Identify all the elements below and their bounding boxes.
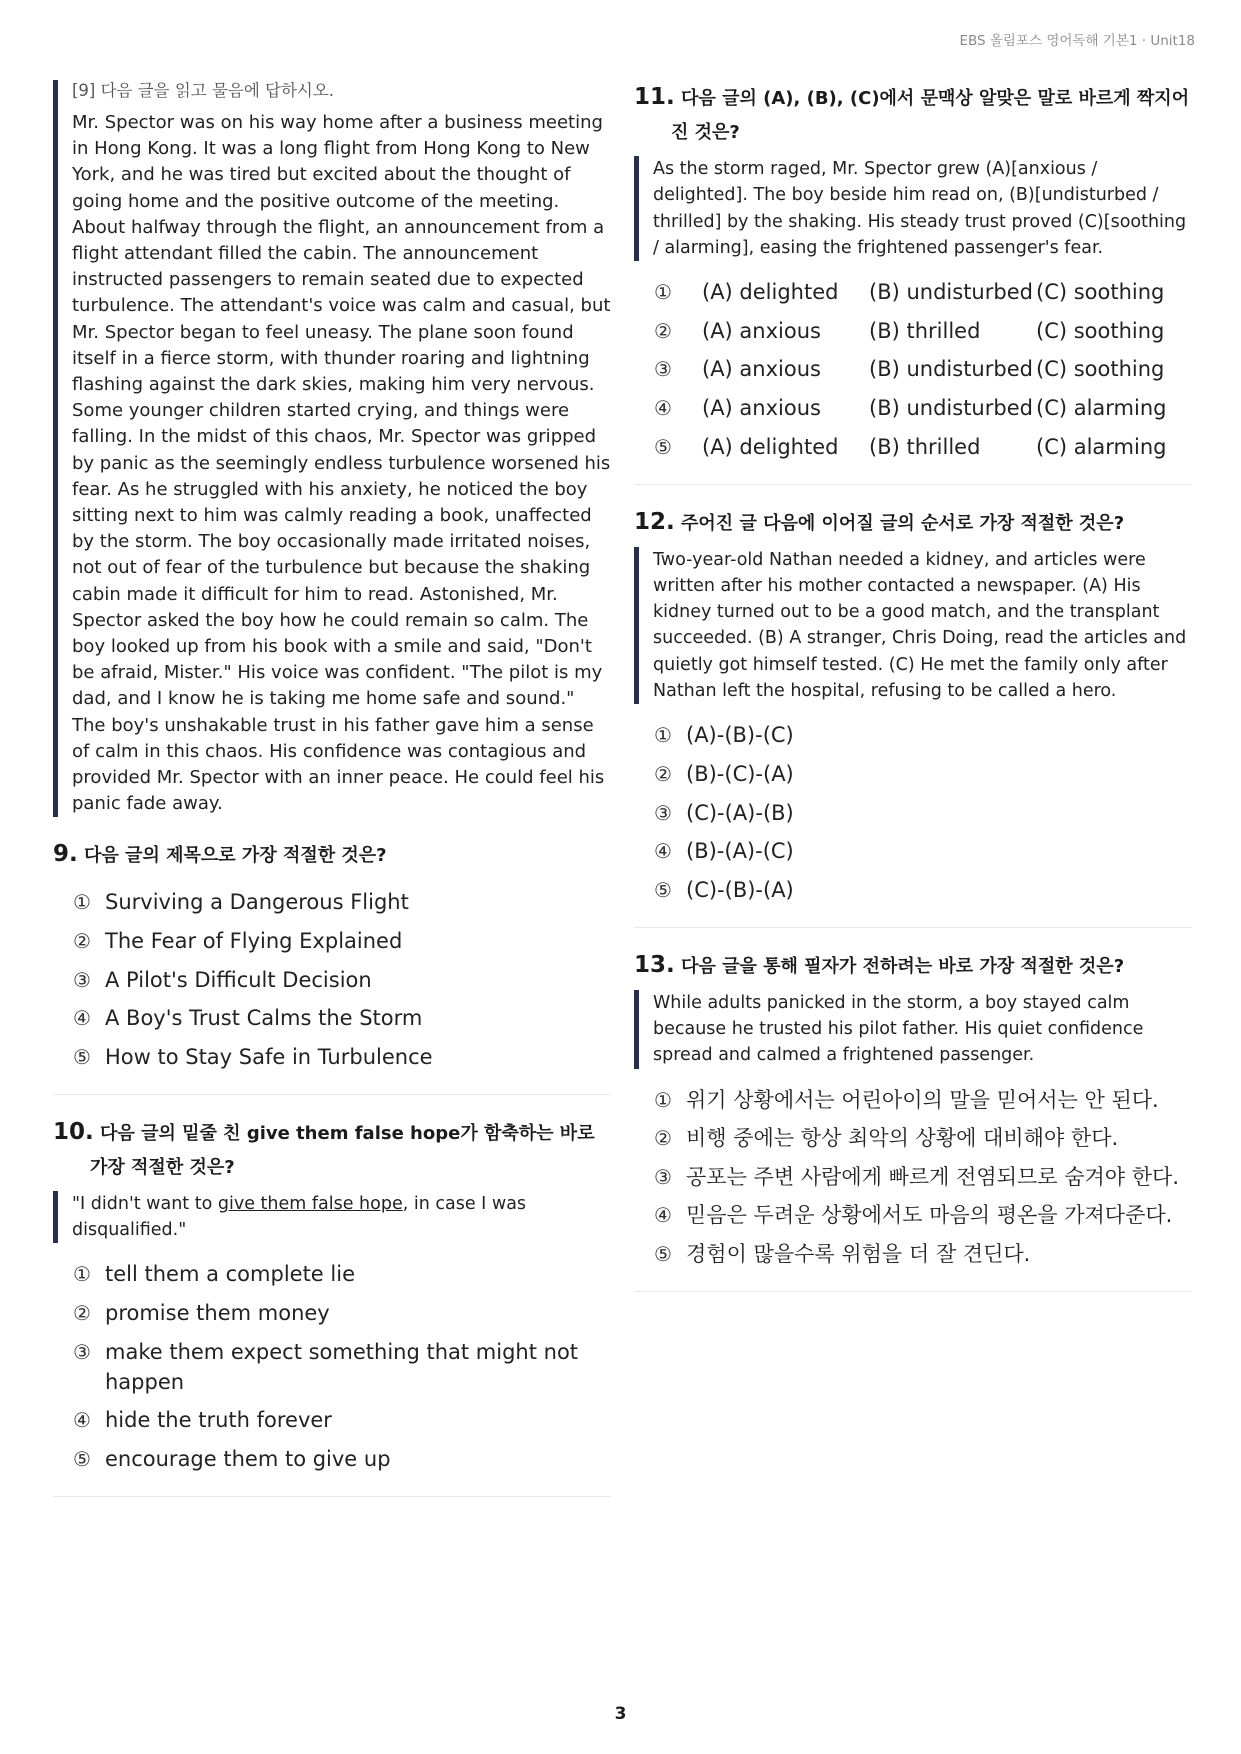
option-number: ⑤	[654, 434, 672, 459]
option-number: ⑤	[73, 1044, 91, 1069]
option-text: hide the truth forever	[105, 1408, 332, 1433]
answer-option[interactable]	[654, 1200, 1192, 1230]
option-a: (A) anxious	[702, 318, 821, 343]
page-number: 3	[614, 1704, 627, 1724]
question-13-title	[634, 948, 1192, 984]
option-a: (A) anxious	[702, 357, 821, 382]
option-number: ①	[73, 1262, 91, 1287]
option-text: (C)-(A)-(B)	[686, 800, 794, 825]
answer-option[interactable]	[73, 1444, 611, 1474]
quote-text: , in case I was disqualified."	[72, 1193, 527, 1241]
answer-option[interactable]	[73, 1405, 611, 1435]
option-number: ②	[73, 1301, 91, 1326]
answer-option[interactable]	[654, 759, 1192, 789]
answer-options	[73, 887, 611, 1071]
option-c: (C) soothing	[1036, 280, 1165, 305]
answer-option[interactable]	[73, 926, 611, 956]
question-12	[634, 505, 1192, 905]
option-a: (A) delighted	[702, 434, 839, 459]
question-passage: As the storm raged, Mr. Spector grew (A)[anxious / delighted]. The boy beside him read on, (B)[undisturbed / thrilled] by the shaking. His steady trust proved (C)[soothing / alarming], easing the frightened passenger's fear.	[634, 156, 1192, 261]
answer-option[interactable]	[654, 798, 1192, 828]
option-number: ③	[654, 1164, 672, 1189]
option-number: ⑤	[654, 877, 672, 902]
question-text: 다음 글의 밑줄 친 give them false hope가 함축하는 바로 가장 적절한 것은?	[90, 1122, 595, 1178]
underlined-phrase: give them false hope	[217, 1193, 403, 1214]
answer-option[interactable]	[654, 1162, 1192, 1192]
reading-passage	[53, 80, 611, 817]
option-text: The Fear of Flying Explained	[105, 929, 403, 954]
question-number: 9.	[53, 841, 78, 868]
option-c: (C) alarming	[1036, 434, 1167, 459]
option-text: tell them a complete lie	[105, 1262, 355, 1287]
divider	[53, 1094, 611, 1095]
option-number: ④	[654, 395, 672, 420]
question-number: 11.	[634, 84, 675, 110]
option-text: make them expect something that might not happen	[105, 1339, 579, 1394]
option-text: (C)-(B)-(A)	[686, 877, 794, 902]
answer-option[interactable]	[73, 1259, 611, 1289]
option-text: (B)-(C)-(A)	[686, 761, 794, 786]
question-text: 다음 글의 제목으로 가장 적절한 것은?	[84, 845, 387, 867]
option-number: ②	[654, 761, 672, 786]
option-number: ①	[73, 890, 91, 915]
answer-options	[654, 1085, 1192, 1269]
option-text: 믿음은 두려운 상황에서도 마음의 평온을 가져다준다.	[686, 1203, 1173, 1228]
divider	[634, 927, 1192, 928]
answer-option[interactable]	[654, 836, 1192, 866]
option-number: ④	[73, 1006, 91, 1031]
option-b: (B) undisturbed	[869, 280, 1033, 305]
option-b: (B) thrilled	[869, 318, 981, 343]
option-text: 공포는 주변 사람에게 빠르게 전염되므로 숨겨야 한다.	[686, 1164, 1180, 1189]
answer-option[interactable]	[73, 965, 611, 995]
question-11-title	[634, 80, 1192, 150]
answer-option[interactable]	[654, 875, 1192, 905]
passage-instruction: [9] 다음 글을 읽고 물음에 답하시오.	[72, 81, 335, 100]
option-b: (B) thrilled	[869, 434, 981, 459]
answer-options	[73, 1259, 611, 1473]
option-number: ③	[73, 967, 91, 992]
option-text: (A)-(B)-(C)	[686, 723, 794, 748]
option-a: (A) delighted	[702, 280, 839, 305]
option-number: ②	[654, 318, 672, 343]
answer-option[interactable]	[654, 432, 1192, 462]
question-number: 13.	[634, 951, 675, 978]
option-number: ③	[73, 1339, 91, 1364]
question-12-title	[634, 505, 1192, 541]
option-c: (C) soothing	[1036, 318, 1165, 343]
answer-option[interactable]	[654, 354, 1192, 384]
option-a: (A) anxious	[702, 395, 821, 420]
answer-option[interactable]	[73, 1042, 611, 1072]
answer-option[interactable]	[654, 1085, 1192, 1115]
option-text: A Pilot's Difficult Decision	[105, 967, 372, 992]
passage-body: Mr. Spector was on his way home after a business meeting in Hong Kong. It was a long flight from Hong Kong to New York, and he was tired but excited about the thought of going home and the positive outcome of the meeting. About halfway through the flight, an announcement from a flight attendant filled the cabin. The announcement instructed passengers to remain seated due to expected turbulence. The attendant's voice was calm and casual, but Mr. Spector began to feel uneasy. The plane soon found itself in a fierce storm, with thunder roaring and lightning flashing against the dark skies, making him very nervous. Some younger children started crying, and things were falling. In the midst of this chaos, Mr. Spector was gripped by panic as the seemingly endless turbulence worsened his fear. As he struggled with his anxiety, he noticed the boy sitting next to him was calmly reading a book, unaffected by the storm. The boy occasionally made irritated noises, not out of fear of the turbulence but because the shaking cabin made it difficult for him to read. Astonished, Mr. Spector asked the boy how he could remain so calm. The boy looked up from his book with a smile and said, "Don't be afraid, Mister." His voice was confident. "The pilot is my dad, and I know he is taking me home safe and sound." The boy's unshakable trust in his father gave him a sense of calm in this chaos. His confidence was contagious and provided Mr. Spector with an inner peace. He could feel his panic fade away.	[72, 112, 611, 815]
option-number: ①	[654, 1087, 672, 1112]
answer-option[interactable]	[73, 887, 611, 917]
question-10	[53, 1115, 611, 1474]
question-text: 다음 글을 통해 필자가 전하려는 바로 가장 적절한 것은?	[681, 955, 1125, 977]
option-text: Surviving a Dangerous Flight	[105, 890, 409, 915]
answer-option[interactable]	[654, 277, 1192, 307]
question-9-title	[53, 837, 611, 873]
option-text: 비행 중에는 항상 최악의 상황에 대비해야 한다.	[686, 1126, 1119, 1151]
answer-option[interactable]	[654, 720, 1192, 750]
option-number: ④	[654, 1203, 672, 1228]
answer-option[interactable]	[654, 1123, 1192, 1153]
option-number: ⑤	[73, 1446, 91, 1471]
question-passage: Two-year-old Nathan needed a kidney, and articles were written after his mother contacted a newspaper. (A) His kidney turned out to be a good match, and the transplant succeeded. (B) A stranger, Chris Doing, read the articles and quietly got himself tested. (C) He met the family only after Nathan left the hospital, refusing to be called a hero.	[634, 547, 1192, 705]
option-number: ③	[654, 800, 672, 825]
question-10-title	[53, 1115, 611, 1185]
question-13	[634, 948, 1192, 1269]
question-text: 다음 글의 (A), (B), (C)에서 문맥상 알맞은 말로 바르게 짝지어진 것은?	[671, 88, 1190, 143]
option-text: (B)-(A)-(C)	[686, 839, 794, 864]
option-text: How to Stay Safe in Turbulence	[105, 1044, 433, 1069]
question-11	[634, 80, 1192, 462]
answer-option[interactable]	[654, 393, 1192, 423]
divider	[634, 1291, 1192, 1292]
option-c: (C) soothing	[1036, 357, 1165, 382]
option-text: promise them money	[105, 1301, 330, 1326]
answer-option[interactable]	[654, 316, 1192, 346]
right-column	[634, 80, 1192, 1312]
question-number: 10.	[53, 1118, 94, 1145]
quoted-sentence	[53, 1191, 611, 1244]
option-b: (B) undisturbed	[869, 395, 1033, 420]
quote-text: "I didn't want to	[72, 1193, 218, 1214]
answer-option[interactable]	[654, 1239, 1192, 1269]
answer-option[interactable]	[73, 1337, 611, 1397]
option-text: 경험이 많을수록 위험을 더 잘 견딘다.	[686, 1241, 1031, 1266]
option-b: (B) undisturbed	[869, 357, 1033, 382]
answer-options	[654, 277, 1192, 461]
option-c: (C) alarming	[1036, 395, 1167, 420]
divider	[634, 484, 1192, 485]
option-number: ⑤	[654, 1241, 672, 1266]
option-number: ①	[654, 280, 672, 305]
option-text: A Boy's Trust Calms the Storm	[105, 1006, 423, 1031]
question-passage: While adults panicked in the storm, a boy stayed calm because he trusted his pilot father. His quiet confidence spread and calmed a frightened passenger.	[634, 990, 1192, 1069]
question-number: 12.	[634, 508, 675, 535]
option-number: ①	[654, 723, 672, 748]
option-number: ②	[654, 1126, 672, 1151]
answer-option[interactable]	[73, 1003, 611, 1033]
option-number: ④	[654, 839, 672, 864]
question-9	[53, 837, 611, 1071]
page-header: EBS 올림포스 영어독해 기본1 · Unit18	[959, 33, 1195, 49]
answer-option[interactable]	[73, 1298, 611, 1328]
option-number: ④	[73, 1408, 91, 1433]
option-text: encourage them to give up	[105, 1446, 391, 1471]
question-text: 주어진 글 다음에 이어질 글의 순서로 가장 적절한 것은?	[681, 512, 1125, 534]
answer-options	[654, 720, 1192, 904]
option-number: ②	[73, 929, 91, 954]
divider	[53, 1496, 611, 1497]
option-number: ③	[654, 357, 672, 382]
option-text: 위기 상황에서는 어린아이의 말을 믿어서는 안 된다.	[686, 1087, 1159, 1112]
left-column	[53, 80, 611, 1517]
